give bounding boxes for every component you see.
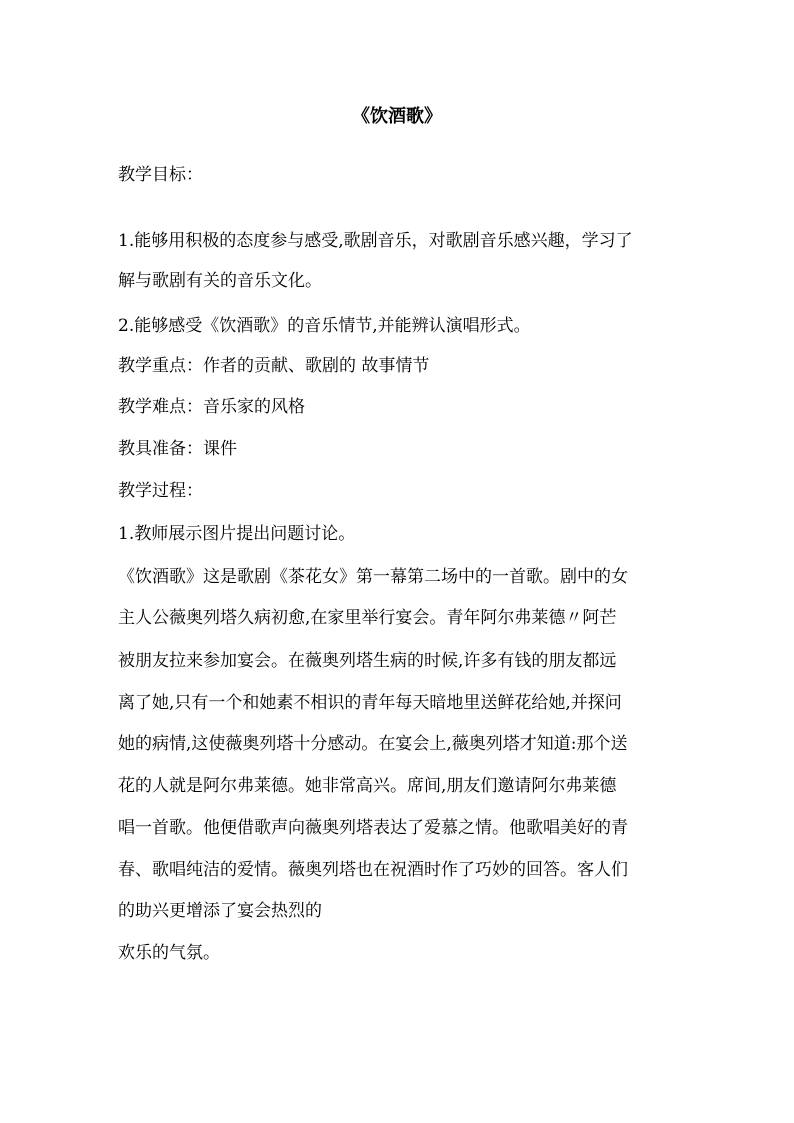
process-step-1: 1.教师展示图片提出问题讨论。 xyxy=(118,524,356,544)
paragraph-line-5: 她的病情,这使薇奥列塔十分感动。在宴会上,薇奥列塔才知道:那个送 xyxy=(118,734,628,754)
key-points: 教学重点：作者的贡献、歌剧的 故事情节 xyxy=(118,356,430,376)
teaching-materials: 教具准备：课件 xyxy=(118,439,237,459)
document-title: 《饮酒歌》 xyxy=(352,106,442,127)
paragraph-line-1: 《饮酒歌》这是歌剧《茶花女》第一幕第二场中的一首歌。剧中的女 xyxy=(118,567,628,587)
paragraph-line-8: 春、歌唱纯洁的爱情。薇奥列塔也在祝酒时作了巧妙的回答。客人们 xyxy=(118,860,628,880)
paragraph-line-3: 被朋友拉来参加宴会。在薇奥列塔生病的时候,许多有钱的朋友都远 xyxy=(118,651,617,671)
paragraph-line-7: 唱一首歌。他便借歌声向薇奥列塔表达了爱慕之情。他歌唱美好的青 xyxy=(118,818,628,838)
section-heading-process: 教学过程： xyxy=(118,481,203,501)
objective-2: 2.能够感受《饮酒歌》的音乐情节,并能辨认演唱形式。 xyxy=(118,316,531,336)
section-heading-objectives: 教学目标： xyxy=(118,165,203,185)
difficult-points: 教学难点：音乐家的风格 xyxy=(118,397,305,417)
objective-1-line-1: 1.能够用积极的态度参与感受,歌剧音乐，对歌剧音乐感兴趣，学习了 xyxy=(118,231,633,251)
paragraph-line-6: 花的人就是阿尔弗莱德。她非常高兴。席间,朋友们邀请阿尔弗莱德 xyxy=(118,776,617,796)
paragraph-line-4: 离了她,只有一个和她素不相识的青年每天暗地里送鲜花给她,并探问 xyxy=(118,693,622,713)
paragraph-line-10: 欢乐的气氛。 xyxy=(118,943,220,963)
paragraph-line-9: 的助兴更增添了宴会热烈的 xyxy=(118,901,322,921)
paragraph-line-2: 主人公薇奥列塔久病初愈,在家里举行宴会。青年阿尔弗莱德〃阿芒 xyxy=(118,608,617,628)
objective-1-line-2: 解与歌剧有关的音乐文化。 xyxy=(118,271,322,291)
